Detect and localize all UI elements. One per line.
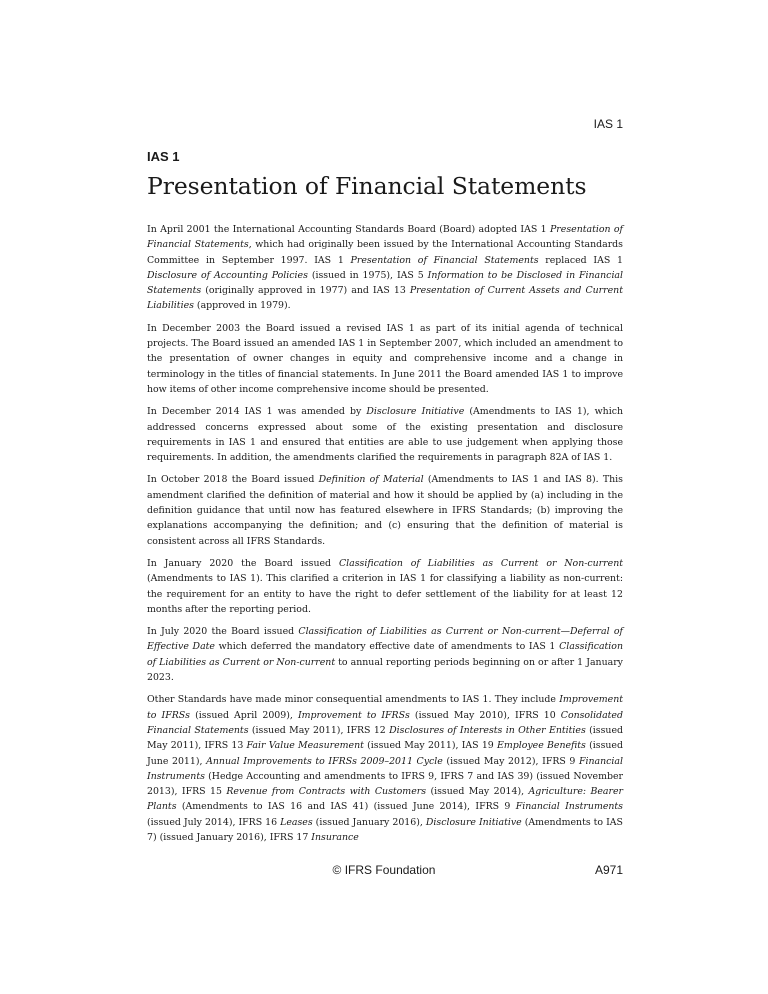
- italic-title: Financial Instruments: [147, 755, 623, 782]
- italic-title: Classification of Liabilities as Current or Non-current: [338, 557, 623, 569]
- italic-title: Disclosure Initiative: [425, 816, 522, 828]
- paragraph: In July 2020 the Board issued Classification of Liabilities as Current or Non-current—Deferral of Effective Date which deferred the mandatory effective date of amendments to IAS 1 Classification of Liabilities as Current or Non-current to annual reporting periods beginning on or after 1 January 2023.: [147, 626, 623, 684]
- running-header: IAS 1: [593, 117, 623, 131]
- italic-title: Fair Value Measurement: [246, 740, 364, 752]
- paragraph: In October 2018 the Board issued Definition of Material (Amendments to IAS 1 and IAS 8). This amendment clarified the definition of material and how it should be applied by (a) including in the definition guidance that until now has featured elsewhere in IFRS Standards; (b) improving the explanations accompanying the definition; and (c) ensuring that the definition of material is consistent across all IFRS Standards.: [147, 474, 623, 547]
- italic-title: Financial Instruments: [515, 801, 623, 813]
- italic-title: Annual Improvements to IFRSs 2009–2011 Cycle: [206, 755, 443, 767]
- italic-title: Improvement to IFRSs: [147, 694, 623, 721]
- italic-title: Agriculture: Bearer Plants: [147, 786, 623, 813]
- italic-title: Consolidated Financial Statements: [147, 709, 623, 736]
- standard-label: IAS 1: [147, 149, 180, 164]
- italic-title: Disclosures of Interests in Other Entities: [389, 724, 586, 736]
- italic-title: Information to be Disclosed in Financial Statements: [147, 269, 624, 297]
- paragraph: In April 2001 the International Accounting Standards Board (Board) adopted IAS 1 Presentation of Financial Statements, which had originally been issued by the International Accounting Standards Committee in September 1997. IAS 1 Presentation of Financial Statements replaced IAS 1 Disclosure of Accounting Policies (issued in 1975), IAS 5 Information to be Disclosed in Financial Statements (originally approved in 1977) and IAS 13 Presentation of Current Assets and Current Liabilities (approved in 1979).: [147, 224, 624, 312]
- italic-title: Revenue from Contracts with Customers: [226, 786, 427, 798]
- italic-title: Employee Benefits: [497, 740, 586, 752]
- body-text: [147, 222, 623, 845]
- paragraph: In December 2003 the Board issued a revised IAS 1 as part of its initial agenda of technical projects. The Board issued an amended IAS 1 in September 2007, which included an amendment to the presentation of owner changes in equity and comprehensive income and a change in terminology in the titles of financial statements. In June 2011 the Board amended IAS 1 to improve how items of other income comprehensive income should be presented.: [147, 322, 623, 395]
- paragraph: In January 2020 the Board issued Classification of Liabilities as Current or Non-current (Amendments to IAS 1). This clarified a criterion in IAS 1 for classifying a liability as non-current: the requirement for an entity to have the right to defer settlement of the liability for at least 12 months after the reporting period.: [147, 557, 623, 615]
- footer-page-number: A971: [594, 863, 623, 877]
- italic-title: Leases: [280, 816, 313, 828]
- italic-title: Presentation of Financial Statements: [147, 224, 623, 251]
- italic-title: Definition of Material: [318, 474, 424, 486]
- paragraph: In December 2014 IAS 1 was amended by Disclosure Initiative (Amendments to IAS 1), which addressed concerns expressed about some of the existing presentation and disclosure requirements in IAS 1 and ensured that entities are able to use judgement when applying those requirements. In addition, the amendments clarified the requirements in paragraph 82A of IAS 1.: [147, 406, 623, 464]
- italic-title: Presentation of Current Assets and Current Liabilities: [147, 285, 623, 312]
- italic-title: Insurance: [311, 831, 359, 843]
- page-title: Presentation of Financial Statements: [147, 172, 587, 200]
- italic-title: Disclosure of Accounting Policies: [147, 269, 308, 281]
- italic-title: Improvement to IFRSs: [297, 709, 410, 721]
- italic-title: Classification of Liabilities as Current or Non-current: [147, 641, 623, 668]
- footer-copyright: © IFRS Foundation: [332, 863, 436, 877]
- paragraph: Other Standards have made minor consequential amendments to IAS 1. They include Improvement to IFRSs (issued April 2009), Improvement to IFRSs (issued May 2010), IFRS 10 Consolidated Financial Statements (issued May 2011), IFRS 12 Disclosures of Interests in Other Entities (issued May 2011), IFRS 13 Fair Value Measurement (issued May 2011), IAS 19 Employee Benefits (issued June 2011), Annual Improvements to IFRSs 2009–2011 Cycle (issued May 2012), IFRS 9 Financial Instruments (Hedge Accounting and amendments to IFRS 9, IFRS 7 and IAS 39) (issued November 2013), IFRS 15 Revenue from Contracts with Customers (issued May 2014), Agriculture: Bearer Plants (Amendments to IAS 16 and IAS 41) (issued June 2014), IFRS 9 Financial Instruments (issued July 2014), IFRS 16 Leases (issued January 2016), Disclosure Initiative (Amendments to IAS 7) (issued January 2016), IFRS 17 Insurance: [147, 694, 623, 843]
- italic-title: Presentation of Financial Statements: [350, 254, 539, 266]
- italic-title: Disclosure Initiative: [366, 406, 465, 418]
- italic-title: Classification of Liabilities as Current or Non-current—Deferral of Effective Date: [147, 626, 623, 653]
